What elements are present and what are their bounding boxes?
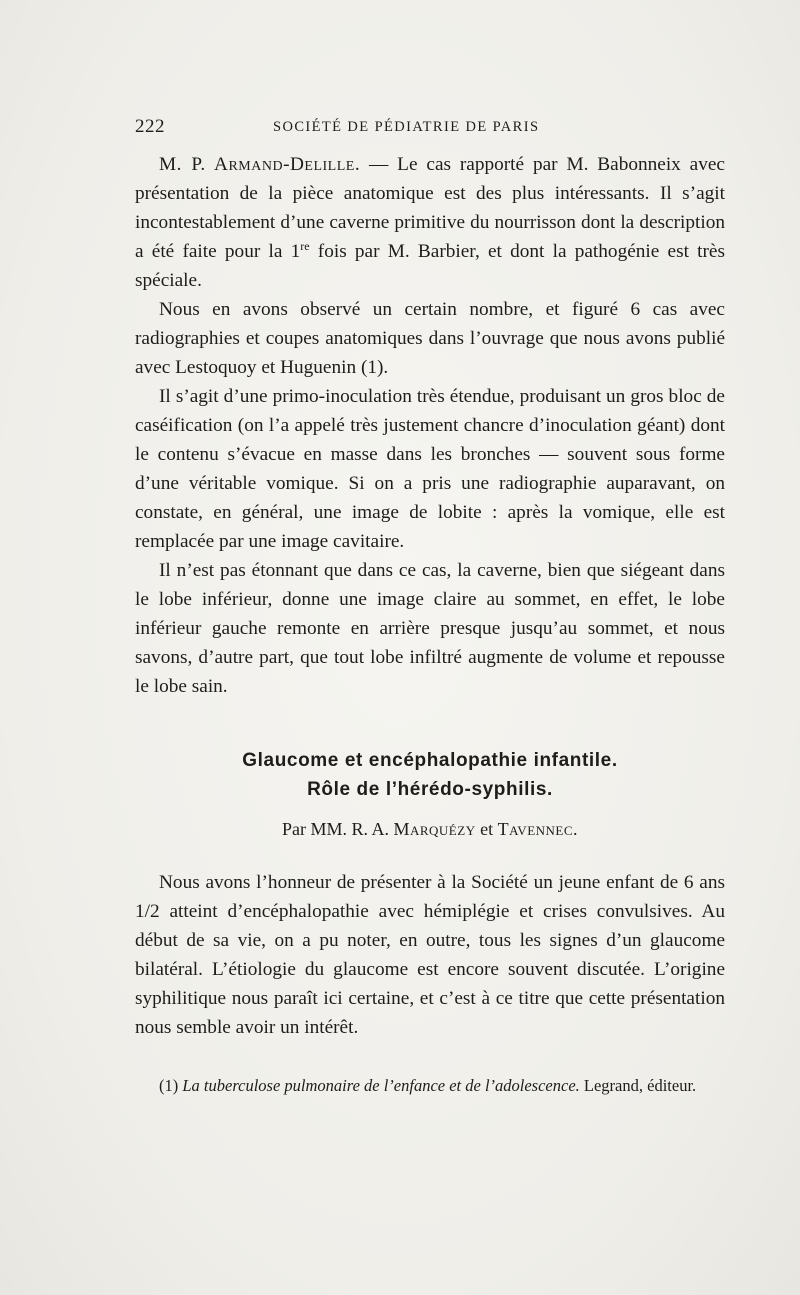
page-header xyxy=(135,116,725,140)
article-body xyxy=(135,868,725,1042)
paragraph-text: — Le cas rapporté par M. Babonneix avec présentation de la pièce anatomique est des plus intéressants. Il s’agit incontestablement d’une caverne primitive du nourrisson dont la description a été faite pour la 1 xyxy=(135,154,725,262)
superscript: re xyxy=(300,239,310,253)
byline-conjunction: et xyxy=(475,819,498,839)
paragraph: Il n’est pas étonnant que dans ce cas, la caverne, bien que siégeant dans le lobe inférieur, donne une image claire au sommet, en effet, le lobe inférieur gauche remonte en arrière presque jusqu’au sommet, et nous savons, d’autre part, que tout lobe infiltré augmente de volume et repousse le lobe sain. xyxy=(135,560,725,697)
paragraph-text: fois par M. Barbier, et dont la pathogénie est très spéciale. xyxy=(135,241,725,291)
paragraph: Nous avons l’honneur de présenter à la Société un jeune enfant de 6 ans 1/2 atteint d’encéphalopathie avec hémiplégie et crises convulsives. Au début de sa vie, on a pu noter, en outre, tous les signes d’un glaucome bilatéral. L’étiologie du glaucome est encore souvent discutée. L’origine syphilitique nous paraît ici certaine, et c’est à ce titre que cette présentation nous semble avoir un intérêt. xyxy=(135,872,725,1038)
section-title-line: Glaucome et encéphalopathie infantile. xyxy=(242,750,618,771)
footnote-title: La tuberculose pulmonaire de l’enfance et de l’adolescence. xyxy=(182,1076,580,1095)
paragraph: Il s’agit d’une primo-inoculation très étendue, produisant un gros bloc de caséification (on l’a appelé très justement chancre d’inoculation géant) dont le contenu s’évacue en masse dans les bronches — souvent sous forme d’une véritable vomique. Si on a pris une radiographie auparavant, on constate, en général, une image de lobite : après la vomique, elle est remplacée par une image cavitaire. xyxy=(135,386,725,552)
discussion-section xyxy=(135,150,725,701)
footnote-publisher: Legrand, éditeur. xyxy=(579,1076,697,1095)
running-head: SOCIÉTÉ DE PÉDIATRIE DE PARIS xyxy=(273,119,540,135)
page-number: 222 xyxy=(135,116,165,137)
paragraph xyxy=(135,150,725,295)
paragraph: Nous en avons observé un certain nombre, et figuré 6 cas avec radiographies et coupes anatomiques dans l’ouvrage que nous avons publié avec Lestoquoy et Huguenin (1). xyxy=(135,299,725,378)
author-name: Marquézy xyxy=(393,819,476,839)
section-title-line: Rôle de l’hérédo-syphilis. xyxy=(307,779,553,800)
footnote xyxy=(135,1075,725,1096)
byline-prefix: Par MM. R. A. xyxy=(281,819,394,839)
author-name: Tavennec. xyxy=(497,819,579,839)
byline xyxy=(135,817,725,841)
speaker-name: M. P. Armand-Delille. xyxy=(159,154,361,175)
footnote-number: (1) xyxy=(159,1076,183,1095)
section-title xyxy=(135,746,725,804)
